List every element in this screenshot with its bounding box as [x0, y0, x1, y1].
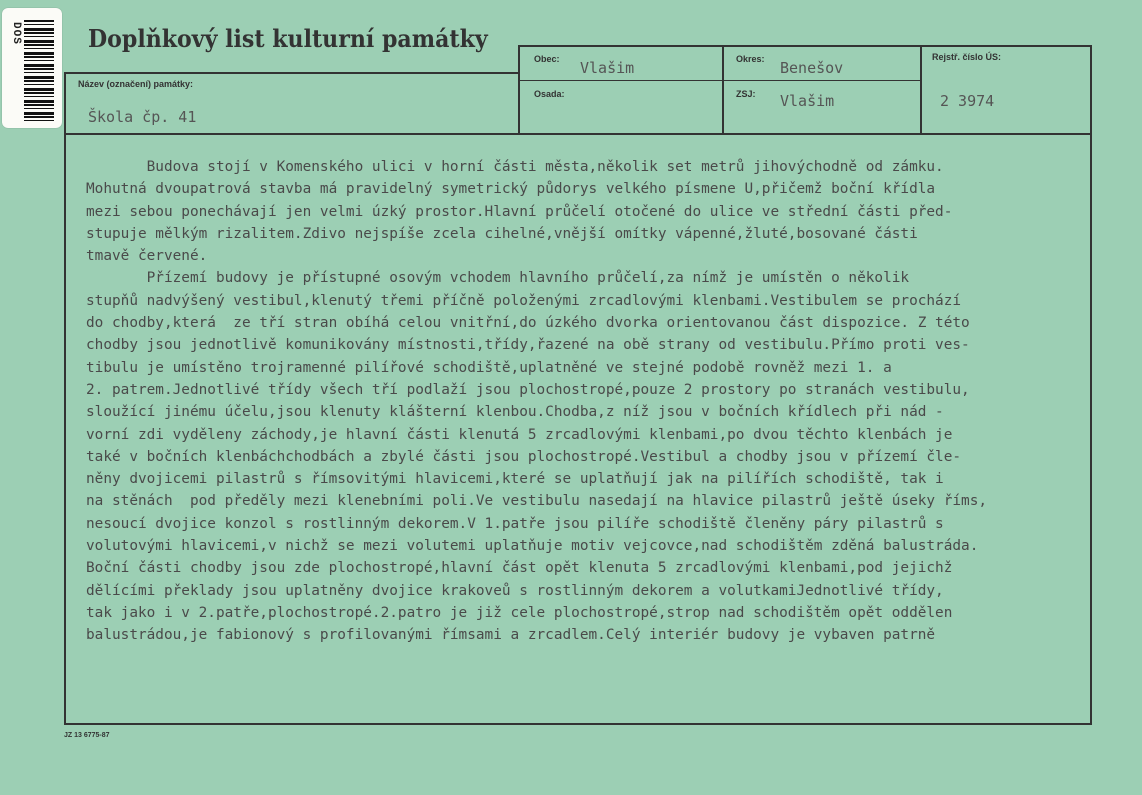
frame-left — [64, 72, 66, 725]
frame-right — [1090, 45, 1092, 725]
text-line: 2. patrem.Jednotlivé třídy všech tří podlaží jsou plochostropé,pouze 2 prostory po stranách vestibulu, — [86, 381, 970, 398]
text-line: tak jako i v 2.patře,plochostropé.2.patro je již cele plochostropé,strop nad schodištěm opět oddělen — [86, 604, 953, 621]
obec-value: Vlašim — [580, 59, 635, 77]
text-line: mezi sebou ponechávají jen velmi úzký prostor.Hlavní průčelí otočené do ulice ve střední části před- — [86, 203, 953, 220]
text-line: tmavě červené. — [86, 248, 208, 265]
form-title: Doplňkový list kulturní památky — [88, 24, 488, 53]
text-line: něny dvojicemi pilastrů s římsovitými hlavicemi,které se uplatňují jak na pilířích schodiště, tak i — [86, 471, 944, 488]
text-line: sloužící jinému účelu,jsou klenuty klášterní klenbou.Chodba,z níž jsou v bočních křídlech při nád - — [86, 404, 944, 421]
description-text — [86, 156, 1076, 647]
text-line: tibulu je umístěno trojramenné pilířové schodiště,uplatněné ve stejné podobě rovněž mezi 1. a — [86, 359, 892, 376]
header-divider-okres — [722, 45, 724, 135]
form-code: JZ 13 6775-87 — [64, 732, 110, 739]
rejstrik-label: Rejstř. číslo ÚS: — [932, 52, 1002, 62]
okres-value: Benešov — [780, 59, 844, 77]
header-mid-rule — [518, 80, 922, 81]
text-line: také v bočních klenbáchchodbách a zbylé části jsou plochostropé.Vestibul a chodby jsou v přízemí čle- — [86, 448, 962, 465]
obec-label: Obec: — [534, 54, 560, 64]
text-line: Budova stojí v Komenského ulici v horní části města,několik set metrů jihovýchodně od zámku. — [86, 159, 944, 175]
text-line: balustrádou,je fabionový s profilovanými římsami a zrcadlem.Celý interiér budovy je vybaven patrně — [86, 627, 936, 644]
text-line: na stěnách pod předěly mezi klenebními poli.Ve vestibulu nasedají na hlavice pilastrů ještě úseky říms, — [86, 493, 988, 510]
text-line: volutovými hlavicemi,v nichž se mezi volutemi uplatňuje motiv vejcovce,nad schodištěm zděná balustráda. — [86, 538, 979, 555]
text-line: Přízemí budovy je přístupné osovým vchodem hlavního průčelí,za nímž je umístěn o několik — [86, 270, 910, 287]
text-line: Boční části chodby jsou zde plochostropé,hlavní část opět klenuta 5 zrcadlovými klenbami,pod jejichž — [86, 560, 953, 577]
text-line: nesoucí dvojice konzol s rostlinným dekorem.V 1.patře jsou pilíře schodiště členěny páry pilastrů s — [86, 515, 944, 532]
header-top-rule-right — [518, 45, 1092, 47]
text-line: vorní zdi vyděleny záchody,je hlavní části klenutá 5 zrcadlovými klenbami,po dvou těchto klenbách je — [86, 426, 953, 443]
nazev-label: Název (označení) památky: — [78, 79, 194, 89]
barcode-icon — [24, 20, 54, 122]
text-line: stupuje mělkým rizalitem.Zdivo nejspíše zcela cihelné,vnější omítky vápenné,žluté,bosované části — [86, 225, 918, 242]
header-rule-left — [64, 72, 520, 74]
header-divider-rejstrik — [920, 45, 922, 135]
barcode-label-text: DOS — [10, 22, 22, 45]
header-bottom-rule — [64, 133, 1092, 135]
frame-bottom — [64, 723, 1092, 725]
zsj-value: Vlašim — [780, 92, 835, 110]
text-line: do chodby,která ze tří stran obíhá celou vnitřní,do úzkého dvorka orientovanou část dispozice. Z této — [86, 315, 970, 332]
okres-label: Okres: — [736, 54, 765, 64]
osada-label: Osada: — [534, 89, 565, 99]
nazev-value: Škola čp. 41 — [88, 108, 197, 126]
text-line: chodby jsou jednotlivě komunikovány místnosti,třídy,řazené na obě strany od vestibulu.Přímo proti ves- — [86, 337, 970, 354]
header-divider-obec — [518, 45, 520, 135]
text-line: Mohutná dvoupatrová stavba má pravidelný symetrický půdorys velkého písmene U,přičemž boční křídla — [86, 181, 936, 198]
rejstrik-value: 2 3974 — [940, 92, 995, 110]
text-line: stupňů nadvýšený vestibul,klenutý třemi příčně položenými zrcadlovými klenbami.Vestibulem se prochází — [86, 292, 962, 309]
barcode-sticker — [2, 8, 62, 128]
text-line: dělícími překlady jsou uplatněny dvojice krakoveů s rostlinným dekorem a volutkamiJednotlivé třídy, — [86, 582, 944, 599]
zsj-label: ZSJ: — [736, 89, 756, 99]
